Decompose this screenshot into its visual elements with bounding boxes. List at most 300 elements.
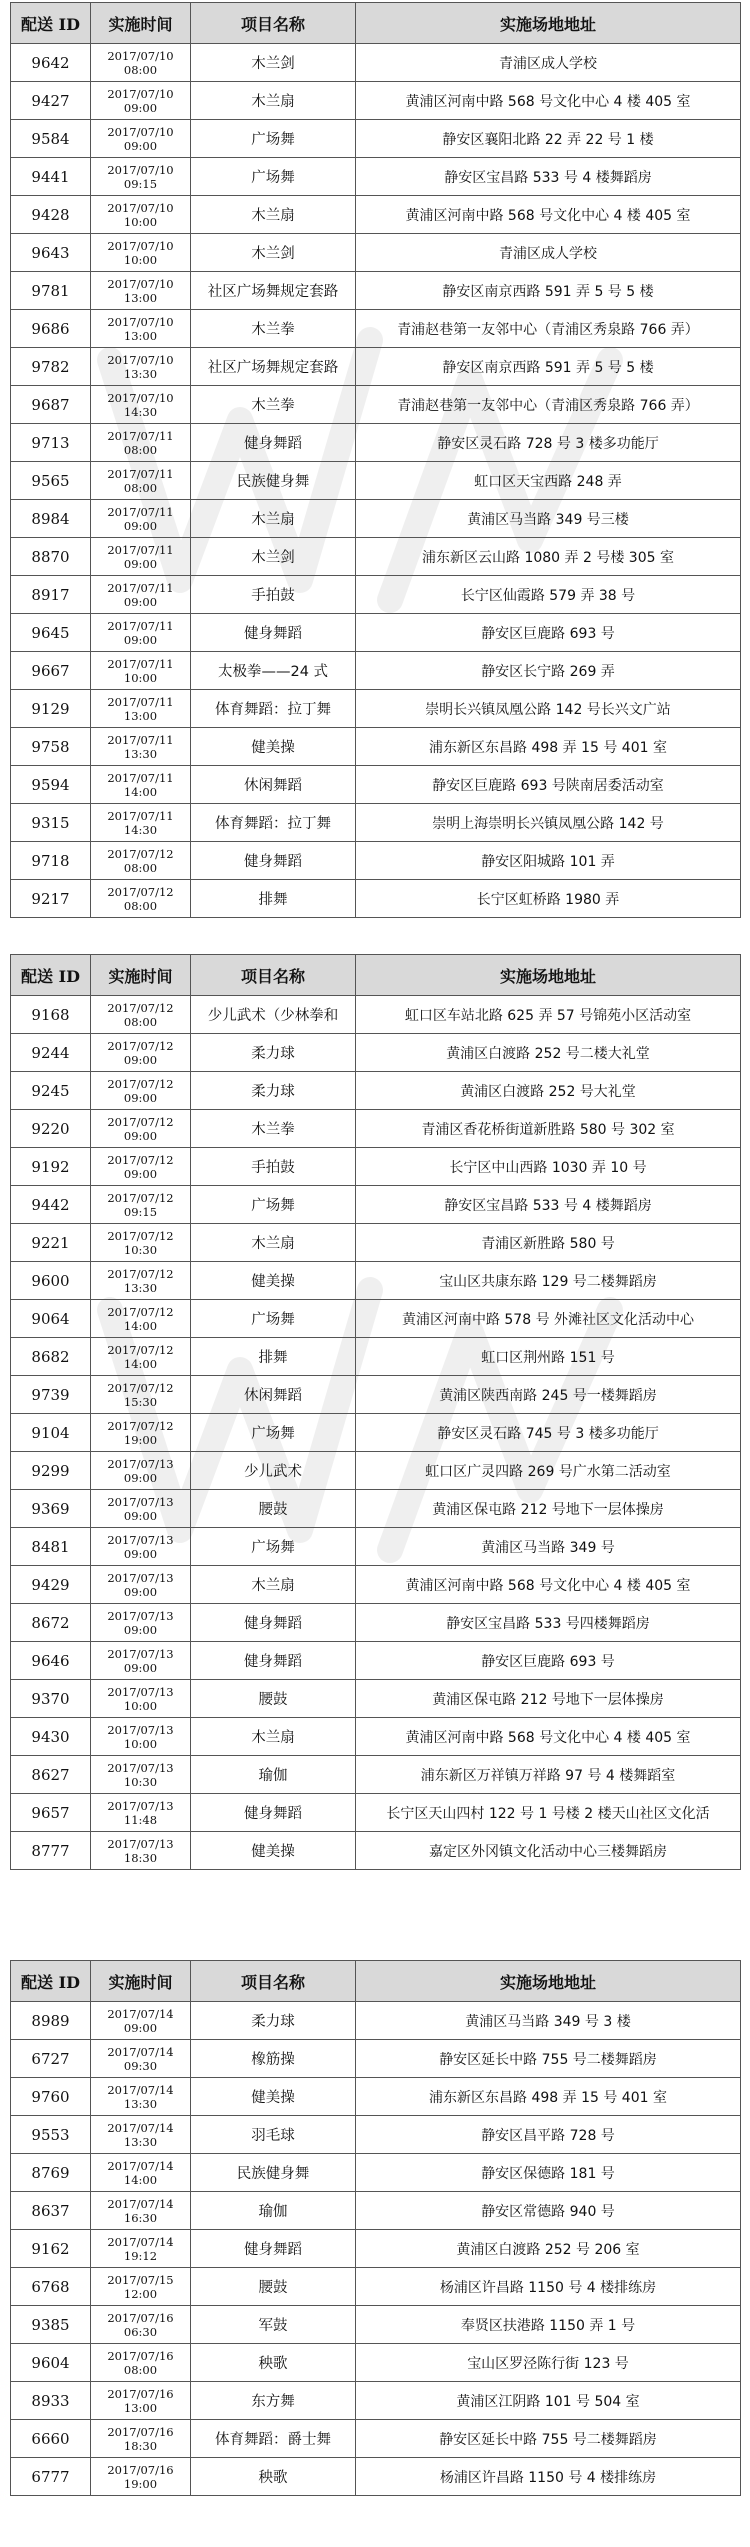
cell-id: 9427 (11, 82, 91, 120)
cell-id: 9782 (11, 348, 91, 386)
cell-time (91, 614, 191, 652)
cell-project: 休闲舞蹈 (191, 766, 356, 804)
cell-time (91, 804, 191, 842)
cell-time (91, 1490, 191, 1528)
cell-id: 9104 (11, 1414, 91, 1452)
table-row (11, 1680, 741, 1718)
cell-time (91, 1680, 191, 1718)
cell-address: 黄浦区保屯路 212 号地下一层体操房 (356, 1490, 741, 1528)
cell-project: 排舞 (191, 880, 356, 918)
cell-address: 静安区宝昌路 533 号 4 楼舞蹈房 (356, 1186, 741, 1224)
cell-date: 2017/07/13 (107, 1722, 174, 1737)
cell-project: 腰鼓 (191, 1490, 356, 1528)
cell-time (91, 576, 191, 614)
cell-clock: 13:00 (123, 708, 158, 723)
schedule-section-2 (10, 954, 740, 1870)
schedule-table (10, 1960, 741, 2496)
cell-clock: 13:30 (123, 366, 158, 381)
cell-clock: 13:00 (123, 290, 158, 305)
cell-id: 9645 (11, 614, 91, 652)
cell-time (91, 386, 191, 424)
cell-project: 木兰剑 (191, 44, 356, 82)
cell-address: 青浦区新胜路 580 号 (356, 1224, 741, 1262)
cell-clock: 14:30 (123, 822, 158, 837)
cell-clock: 08:00 (123, 1014, 158, 1029)
cell-date: 2017/07/14 (107, 2006, 174, 2021)
cell-id: 9168 (11, 996, 91, 1034)
cell-date: 2017/07/16 (107, 2348, 174, 2363)
header-id: 配送 ID (11, 3, 91, 44)
table-row (11, 1300, 741, 1338)
cell-time (91, 1566, 191, 1604)
cell-time (91, 766, 191, 804)
cell-address: 黄浦区马当路 349 号三楼 (356, 500, 741, 538)
cell-date: 2017/07/14 (107, 2082, 174, 2097)
schedule-section-3 (10, 1960, 740, 2496)
cell-date: 2017/07/11 (107, 770, 174, 785)
cell-time (91, 2040, 191, 2078)
cell-date: 2017/07/12 (107, 1152, 174, 1167)
cell-project: 秧歌 (191, 2344, 356, 2382)
cell-project: 秧歌 (191, 2458, 356, 2496)
cell-address: 静安区昌平路 728 号 (356, 2116, 741, 2154)
cell-clock: 09:30 (123, 2058, 158, 2073)
cell-address: 静安区长宁路 269 弄 (356, 652, 741, 690)
cell-time (91, 1224, 191, 1262)
cell-date: 2017/07/14 (107, 2158, 174, 2173)
cell-project: 健身舞蹈 (191, 1794, 356, 1832)
cell-project: 少儿武术（少林拳和 (191, 996, 356, 1034)
cell-time (91, 1110, 191, 1148)
cell-clock: 10:30 (123, 1774, 158, 1789)
cell-project: 健美操 (191, 2078, 356, 2116)
cell-address: 长宁区虹桥路 1980 弄 (356, 880, 741, 918)
cell-clock: 13:00 (123, 2400, 158, 2415)
cell-time (91, 2306, 191, 2344)
table-row (11, 1414, 741, 1452)
cell-project: 健身舞蹈 (191, 2230, 356, 2268)
cell-project: 木兰剑 (191, 234, 356, 272)
cell-project: 瑜伽 (191, 1756, 356, 1794)
cell-address: 静安区阳城路 101 弄 (356, 842, 741, 880)
cell-time (91, 196, 191, 234)
cell-clock: 08:00 (123, 62, 158, 77)
cell-address: 虹口区天宝西路 248 弄 (356, 462, 741, 500)
cell-time (91, 120, 191, 158)
header-project: 项目名称 (191, 3, 356, 44)
cell-project: 健身舞蹈 (191, 614, 356, 652)
table-row (11, 1794, 741, 1832)
table-row (11, 196, 741, 234)
cell-project: 木兰剑 (191, 538, 356, 576)
cell-date: 2017/07/11 (107, 618, 174, 633)
cell-time (91, 2382, 191, 2420)
cell-project: 民族健身舞 (191, 2154, 356, 2192)
cell-clock: 09:00 (123, 1508, 158, 1523)
cell-project: 健身舞蹈 (191, 1604, 356, 1642)
cell-address: 崇明上海崇明长兴镇凤凰公路 142 号 (356, 804, 741, 842)
cell-date: 2017/07/13 (107, 1570, 174, 1585)
table-row (11, 1148, 741, 1186)
table-row (11, 1224, 741, 1262)
cell-id: 9369 (11, 1490, 91, 1528)
schedule-section-1 (10, 2, 740, 918)
cell-id: 6768 (11, 2268, 91, 2306)
cell-clock: 18:30 (123, 2438, 158, 2453)
cell-address: 黄浦区河南中路 568 号文化中心 4 楼 405 室 (356, 82, 741, 120)
table-row (11, 82, 741, 120)
table-row (11, 1490, 741, 1528)
cell-date: 2017/07/16 (107, 2424, 174, 2439)
cell-id: 9162 (11, 2230, 91, 2268)
table-row (11, 1604, 741, 1642)
cell-project: 广场舞 (191, 1300, 356, 1338)
cell-id: 9600 (11, 1262, 91, 1300)
header-project: 项目名称 (191, 1961, 356, 2002)
cell-date: 2017/07/14 (107, 2196, 174, 2211)
cell-project: 休闲舞蹈 (191, 1376, 356, 1414)
schedule-table (10, 954, 741, 1870)
cell-date: 2017/07/10 (107, 276, 174, 291)
cell-clock: 09:00 (123, 100, 158, 115)
table-row (11, 1186, 741, 1224)
cell-time (91, 44, 191, 82)
cell-id: 9429 (11, 1566, 91, 1604)
cell-clock: 09:00 (123, 518, 158, 533)
cell-address: 黄浦区河南中路 568 号文化中心 4 楼 405 室 (356, 1566, 741, 1604)
table-row (11, 2154, 741, 2192)
cell-address: 静安区巨鹿路 693 号 (356, 614, 741, 652)
cell-clock: 09:00 (123, 594, 158, 609)
cell-date: 2017/07/10 (107, 162, 174, 177)
table-row (11, 2078, 741, 2116)
cell-date: 2017/07/12 (107, 1076, 174, 1091)
table-row (11, 1034, 741, 1072)
header-address: 实施场地地址 (356, 1961, 741, 2002)
table-row (11, 2344, 741, 2382)
table-row (11, 272, 741, 310)
cell-address: 黄浦区保屯路 212 号地下一层体操房 (356, 1680, 741, 1718)
cell-project: 健美操 (191, 1262, 356, 1300)
cell-time (91, 2078, 191, 2116)
cell-id: 9299 (11, 1452, 91, 1490)
cell-date: 2017/07/15 (107, 2272, 174, 2287)
cell-clock: 09:00 (123, 1052, 158, 1067)
cell-time (91, 2192, 191, 2230)
table-row (11, 728, 741, 766)
cell-address: 黄浦区河南中路 568 号文化中心 4 楼 405 室 (356, 196, 741, 234)
cell-id: 6777 (11, 2458, 91, 2496)
cell-id: 9781 (11, 272, 91, 310)
cell-date: 2017/07/13 (107, 1646, 174, 1661)
cell-id: 9718 (11, 842, 91, 880)
cell-clock: 09:15 (123, 176, 158, 191)
table-row (11, 2382, 741, 2420)
cell-time (91, 1376, 191, 1414)
cell-id: 9217 (11, 880, 91, 918)
cell-address: 静安区襄阳北路 22 弄 22 号 1 楼 (356, 120, 741, 158)
cell-date: 2017/07/11 (107, 542, 174, 557)
table-header-row (11, 1961, 741, 2002)
cell-project: 木兰扇 (191, 82, 356, 120)
cell-project: 木兰拳 (191, 1110, 356, 1148)
cell-clock: 19:00 (123, 2476, 158, 2491)
cell-time (91, 1148, 191, 1186)
cell-time (91, 1338, 191, 1376)
cell-date: 2017/07/13 (107, 1532, 174, 1547)
cell-time (91, 424, 191, 462)
cell-date: 2017/07/11 (107, 732, 174, 747)
cell-project: 健身舞蹈 (191, 424, 356, 462)
table-row (11, 1832, 741, 1870)
cell-clock: 13:30 (123, 1280, 158, 1295)
cell-address: 静安区巨鹿路 693 号陕南居委活动室 (356, 766, 741, 804)
cell-address: 浦东新区东昌路 498 弄 15 号 401 室 (356, 2078, 741, 2116)
cell-project: 木兰拳 (191, 310, 356, 348)
cell-id: 9385 (11, 2306, 91, 2344)
cell-time (91, 2230, 191, 2268)
cell-id: 9129 (11, 690, 91, 728)
table-row (11, 1338, 741, 1376)
table-row (11, 576, 741, 614)
cell-project: 健身舞蹈 (191, 842, 356, 880)
cell-clock: 12:00 (123, 2286, 158, 2301)
cell-date: 2017/07/10 (107, 124, 174, 139)
cell-address: 浦东新区云山路 1080 弄 2 号楼 305 室 (356, 538, 741, 576)
cell-project: 羽毛球 (191, 2116, 356, 2154)
cell-address: 青浦区成人学校 (356, 44, 741, 82)
cell-date: 2017/07/11 (107, 504, 174, 519)
cell-project: 手拍鼓 (191, 576, 356, 614)
table-row (11, 1718, 741, 1756)
table-row (11, 2002, 741, 2040)
cell-clock: 09:00 (123, 1470, 158, 1485)
cell-clock: 10:00 (123, 214, 158, 229)
cell-time (91, 2116, 191, 2154)
table-row (11, 996, 741, 1034)
cell-time (91, 842, 191, 880)
cell-date: 2017/07/10 (107, 86, 174, 101)
cell-address: 黄浦区马当路 349 号 (356, 1528, 741, 1566)
cell-id: 9713 (11, 424, 91, 462)
cell-date: 2017/07/11 (107, 808, 174, 823)
cell-project: 柔力球 (191, 1072, 356, 1110)
cell-id: 9760 (11, 2078, 91, 2116)
cell-time (91, 2344, 191, 2382)
cell-date: 2017/07/12 (107, 1038, 174, 1053)
cell-id: 8777 (11, 1832, 91, 1870)
table-header-row (11, 955, 741, 996)
cell-time (91, 1414, 191, 1452)
table-row (11, 386, 741, 424)
table-row (11, 2306, 741, 2344)
cell-clock: 08:00 (123, 2362, 158, 2377)
cell-date: 2017/07/11 (107, 466, 174, 481)
cell-clock: 14:00 (123, 784, 158, 799)
cell-date: 2017/07/16 (107, 2386, 174, 2401)
table-row (11, 1072, 741, 1110)
cell-time (91, 880, 191, 918)
cell-date: 2017/07/10 (107, 390, 174, 405)
cell-date: 2017/07/12 (107, 1380, 174, 1395)
cell-date: 2017/07/16 (107, 2462, 174, 2477)
cell-project: 排舞 (191, 1338, 356, 1376)
cell-time (91, 1794, 191, 1832)
cell-date: 2017/07/12 (107, 884, 174, 899)
cell-id: 8627 (11, 1756, 91, 1794)
table-row (11, 766, 741, 804)
cell-address: 静安区灵石路 728 号 3 楼多功能厅 (356, 424, 741, 462)
cell-time (91, 234, 191, 272)
table-row (11, 804, 741, 842)
cell-clock: 16:30 (123, 2210, 158, 2225)
cell-address: 黄浦区陕西南路 245 号一楼舞蹈房 (356, 1376, 741, 1414)
cell-project: 体育舞蹈：爵士舞 (191, 2420, 356, 2458)
cell-time (91, 1034, 191, 1072)
cell-date: 2017/07/12 (107, 1266, 174, 1281)
cell-clock: 10:00 (123, 1736, 158, 1751)
cell-date: 2017/07/12 (107, 1190, 174, 1205)
cell-date: 2017/07/12 (107, 1304, 174, 1319)
cell-clock: 09:00 (123, 1622, 158, 1637)
cell-time (91, 996, 191, 1034)
cell-time (91, 728, 191, 766)
cell-id: 8989 (11, 2002, 91, 2040)
cell-id: 9739 (11, 1376, 91, 1414)
cell-id: 8481 (11, 1528, 91, 1566)
cell-address: 静安区巨鹿路 693 号 (356, 1642, 741, 1680)
table-row (11, 120, 741, 158)
table-row (11, 538, 741, 576)
cell-time (91, 348, 191, 386)
header-time: 实施时间 (91, 3, 191, 44)
cell-clock: 14:30 (123, 404, 158, 419)
cell-time (91, 158, 191, 196)
table-row (11, 2420, 741, 2458)
cell-project: 体育舞蹈：拉丁舞 (191, 804, 356, 842)
cell-clock: 09:00 (123, 1546, 158, 1561)
cell-id: 9646 (11, 1642, 91, 1680)
cell-project: 健美操 (191, 1832, 356, 1870)
cell-id: 9441 (11, 158, 91, 196)
cell-time (91, 1528, 191, 1566)
cell-clock: 10:00 (123, 252, 158, 267)
cell-date: 2017/07/13 (107, 1494, 174, 1509)
cell-project: 社区广场舞规定套路 (191, 348, 356, 386)
cell-project: 太极拳——24 式 (191, 652, 356, 690)
cell-clock: 09:00 (123, 1660, 158, 1675)
cell-date: 2017/07/13 (107, 1684, 174, 1699)
cell-address: 黄浦区马当路 349 号 3 楼 (356, 2002, 741, 2040)
cell-clock: 13:30 (123, 2134, 158, 2149)
cell-address: 青浦区成人学校 (356, 234, 741, 272)
cell-date: 2017/07/16 (107, 2310, 174, 2325)
cell-date: 2017/07/11 (107, 428, 174, 443)
cell-id: 9428 (11, 196, 91, 234)
cell-project: 军鼓 (191, 2306, 356, 2344)
cell-project: 广场舞 (191, 1186, 356, 1224)
cell-id: 9553 (11, 2116, 91, 2154)
cell-address: 浦东新区万祥镇万祥路 97 号 4 楼舞蹈室 (356, 1756, 741, 1794)
cell-address: 黄浦区白渡路 252 号大礼堂 (356, 1072, 741, 1110)
cell-time (91, 690, 191, 728)
cell-time (91, 2420, 191, 2458)
table-row (11, 424, 741, 462)
header-address: 实施场地地址 (356, 3, 741, 44)
cell-date: 2017/07/14 (107, 2120, 174, 2135)
cell-id: 8769 (11, 2154, 91, 2192)
cell-id: 9244 (11, 1034, 91, 1072)
cell-address: 虹口区荆州路 151 号 (356, 1338, 741, 1376)
cell-address: 青浦区香花桥街道新胜路 580 号 302 室 (356, 1110, 741, 1148)
cell-address: 黄浦区白渡路 252 号 206 室 (356, 2230, 741, 2268)
cell-clock: 13:30 (123, 2096, 158, 2111)
cell-clock: 14:00 (123, 2172, 158, 2187)
cell-address: 黄浦区河南中路 578 号 外滩社区文化活动中心 (356, 1300, 741, 1338)
cell-clock: 19:00 (123, 1432, 158, 1447)
cell-address: 杨浦区许昌路 1150 号 4 楼排练房 (356, 2268, 741, 2306)
cell-address: 虹口区广灵四路 269 号广水第二活动室 (356, 1452, 741, 1490)
cell-date: 2017/07/13 (107, 1798, 174, 1813)
cell-project: 瑜伽 (191, 2192, 356, 2230)
cell-project: 广场舞 (191, 1528, 356, 1566)
cell-date: 2017/07/14 (107, 2044, 174, 2059)
cell-clock: 08:00 (123, 860, 158, 875)
table-row (11, 1376, 741, 1414)
cell-clock: 10:00 (123, 670, 158, 685)
cell-time (91, 2002, 191, 2040)
cell-address: 青浦赵巷第一友邻中心（青浦区秀泉路 766 弄） (356, 310, 741, 348)
cell-project: 健美操 (191, 728, 356, 766)
cell-project: 木兰拳 (191, 386, 356, 424)
cell-date: 2017/07/11 (107, 580, 174, 595)
cell-id: 6727 (11, 2040, 91, 2078)
cell-clock: 09:15 (123, 1204, 158, 1219)
cell-id: 9221 (11, 1224, 91, 1262)
cell-address: 黄浦区江阴路 101 号 504 室 (356, 2382, 741, 2420)
cell-id: 8637 (11, 2192, 91, 2230)
cell-address: 青浦赵巷第一友邻中心（青浦区秀泉路 766 弄） (356, 386, 741, 424)
cell-time (91, 1604, 191, 1642)
cell-clock: 09:00 (123, 1090, 158, 1105)
table-row (11, 2458, 741, 2496)
cell-time (91, 1072, 191, 1110)
cell-clock: 10:30 (123, 1242, 158, 1257)
cell-date: 2017/07/10 (107, 200, 174, 215)
cell-clock: 09:00 (123, 1166, 158, 1181)
cell-date: 2017/07/13 (107, 1836, 174, 1851)
cell-id: 9758 (11, 728, 91, 766)
cell-id: 9643 (11, 234, 91, 272)
cell-project: 木兰扇 (191, 1224, 356, 1262)
cell-address: 静安区常德路 940 号 (356, 2192, 741, 2230)
cell-date: 2017/07/12 (107, 1228, 174, 1243)
cell-date: 2017/07/13 (107, 1608, 174, 1623)
cell-clock: 08:00 (123, 442, 158, 457)
cell-clock: 15:30 (123, 1394, 158, 1409)
cell-address: 静安区南京西路 591 弄 5 号 5 楼 (356, 272, 741, 310)
cell-clock: 11:48 (123, 1812, 158, 1827)
table-row (11, 1262, 741, 1300)
cell-time (91, 652, 191, 690)
cell-time (91, 272, 191, 310)
cell-address: 长宁区中山西路 1030 弄 10 号 (356, 1148, 741, 1186)
cell-id: 6660 (11, 2420, 91, 2458)
table-row (11, 880, 741, 918)
table-row (11, 2268, 741, 2306)
cell-clock: 08:00 (123, 480, 158, 495)
cell-date: 2017/07/12 (107, 846, 174, 861)
